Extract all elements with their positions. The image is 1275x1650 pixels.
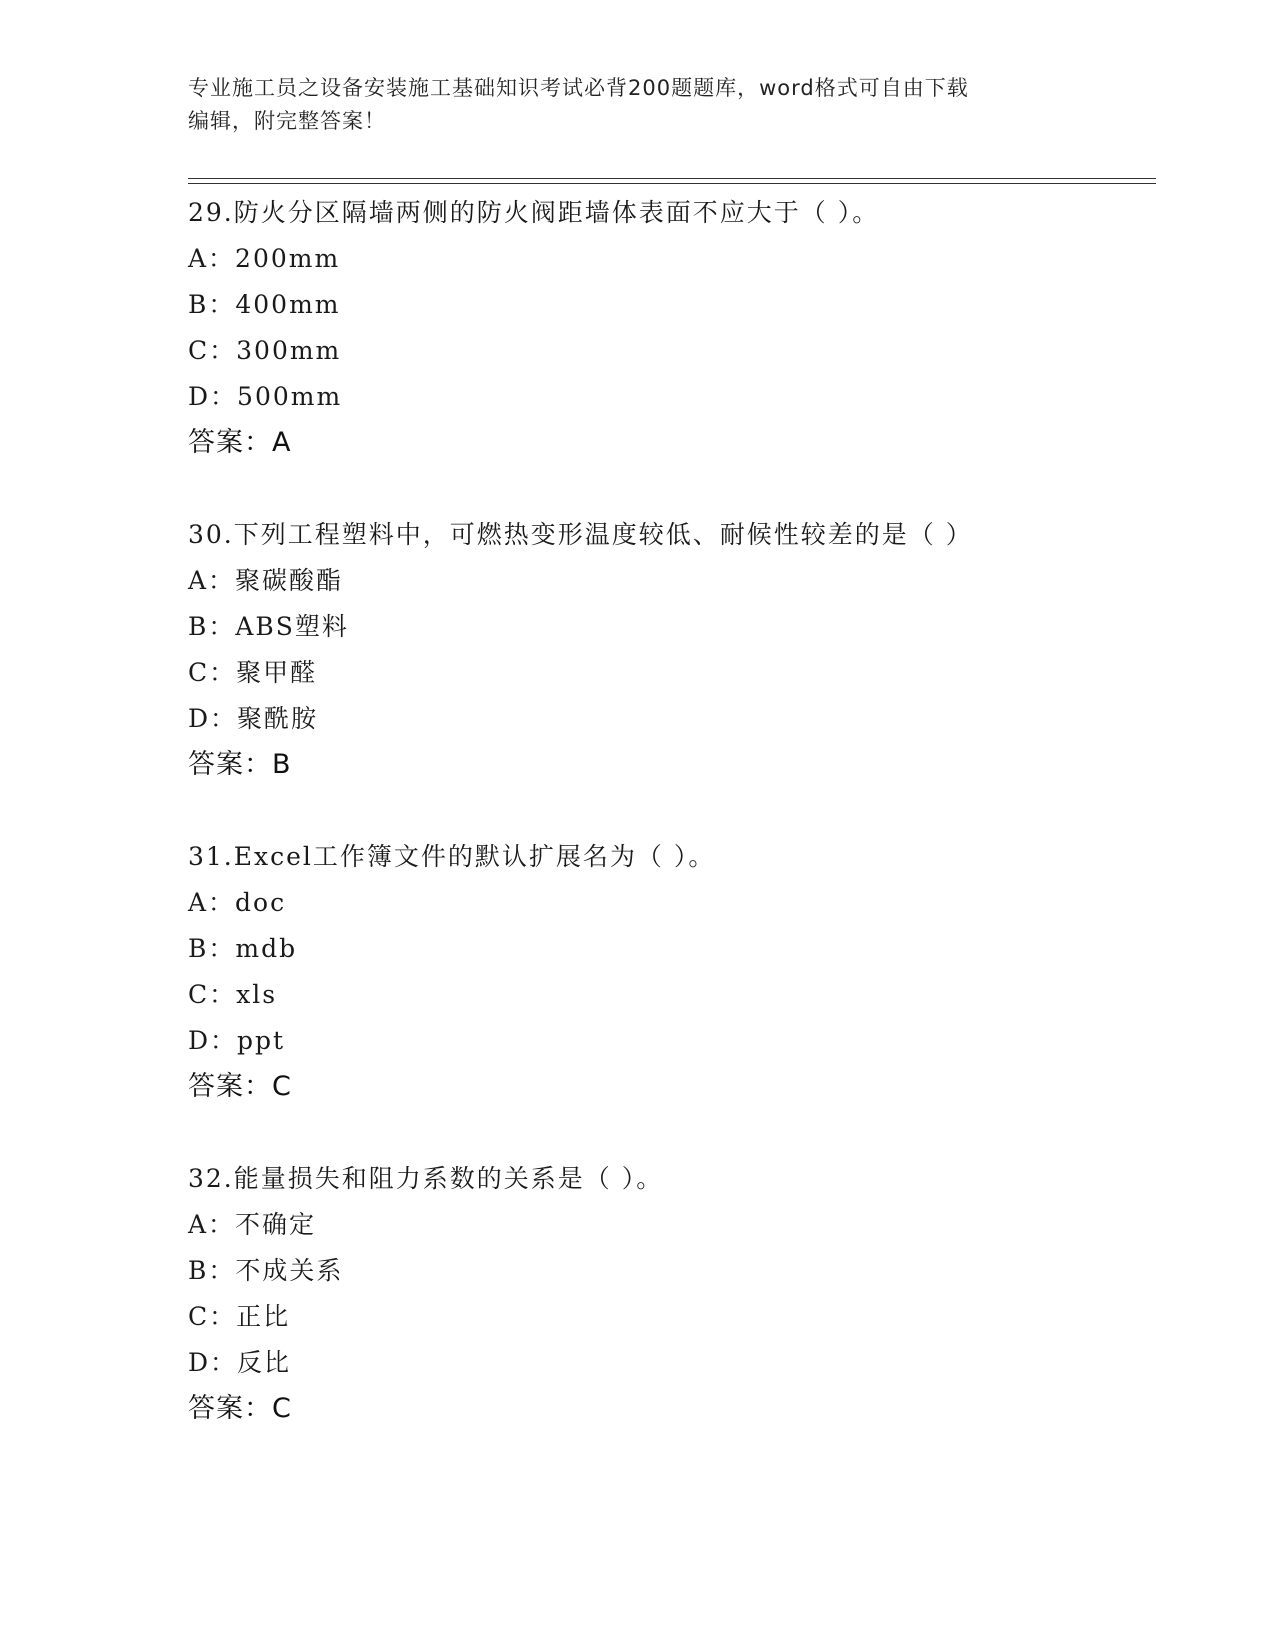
option-a: A：200mm [188, 244, 341, 273]
answer-line: 答案：C [188, 1393, 292, 1424]
question-32 [188, 1156, 1148, 1432]
question-stem: 32.能量损失和阻力系数的关系是（ ）。 [188, 1164, 664, 1193]
header-divider-bottom [188, 183, 1156, 184]
option-b: B：不成关系 [188, 1256, 344, 1285]
option-b: B：400mm [188, 290, 341, 319]
option-c: C：聚甲醛 [188, 658, 318, 687]
answer-line: 答案：A [188, 427, 292, 458]
question-stem: 30.下列工程塑料中，可燃热变形温度较低、耐候性较差的是（ ） [188, 520, 973, 549]
option-d: D：聚酰胺 [188, 704, 319, 733]
header-line-2: 编辑，附完整答案！ [188, 109, 386, 133]
question-29 [188, 190, 1148, 466]
option-c: C：正比 [188, 1302, 291, 1331]
option-b: B：mdb [188, 934, 298, 963]
option-a: A：不确定 [188, 1210, 317, 1239]
option-c: C：xls [188, 980, 278, 1009]
option-b: B：ABS塑料 [188, 612, 349, 641]
document-header [188, 72, 1088, 138]
header-line-1: 专业施工员之设备安装施工基础知识考试必背200题题库，word格式可自由下载 [188, 76, 969, 100]
option-a: A：doc [188, 888, 287, 917]
question-30 [188, 512, 1148, 788]
question-stem: 29.防火分区隔墙两侧的防火阀距墙体表面不应大于（ ）。 [188, 198, 880, 227]
option-d: D：反比 [188, 1348, 292, 1377]
option-d: D：ppt [188, 1026, 286, 1055]
option-a: A：聚碳酸酯 [188, 566, 344, 595]
question-31 [188, 834, 1148, 1110]
question-stem: 31.Excel工作簿文件的默认扩展名为（ ）。 [188, 842, 716, 871]
option-d: D：500mm [188, 382, 343, 411]
option-c: C：300mm [188, 336, 342, 365]
header-divider-top [188, 178, 1156, 179]
answer-line: 答案：C [188, 1071, 292, 1102]
answer-line: 答案：B [188, 749, 292, 780]
question-list [188, 190, 1148, 1478]
